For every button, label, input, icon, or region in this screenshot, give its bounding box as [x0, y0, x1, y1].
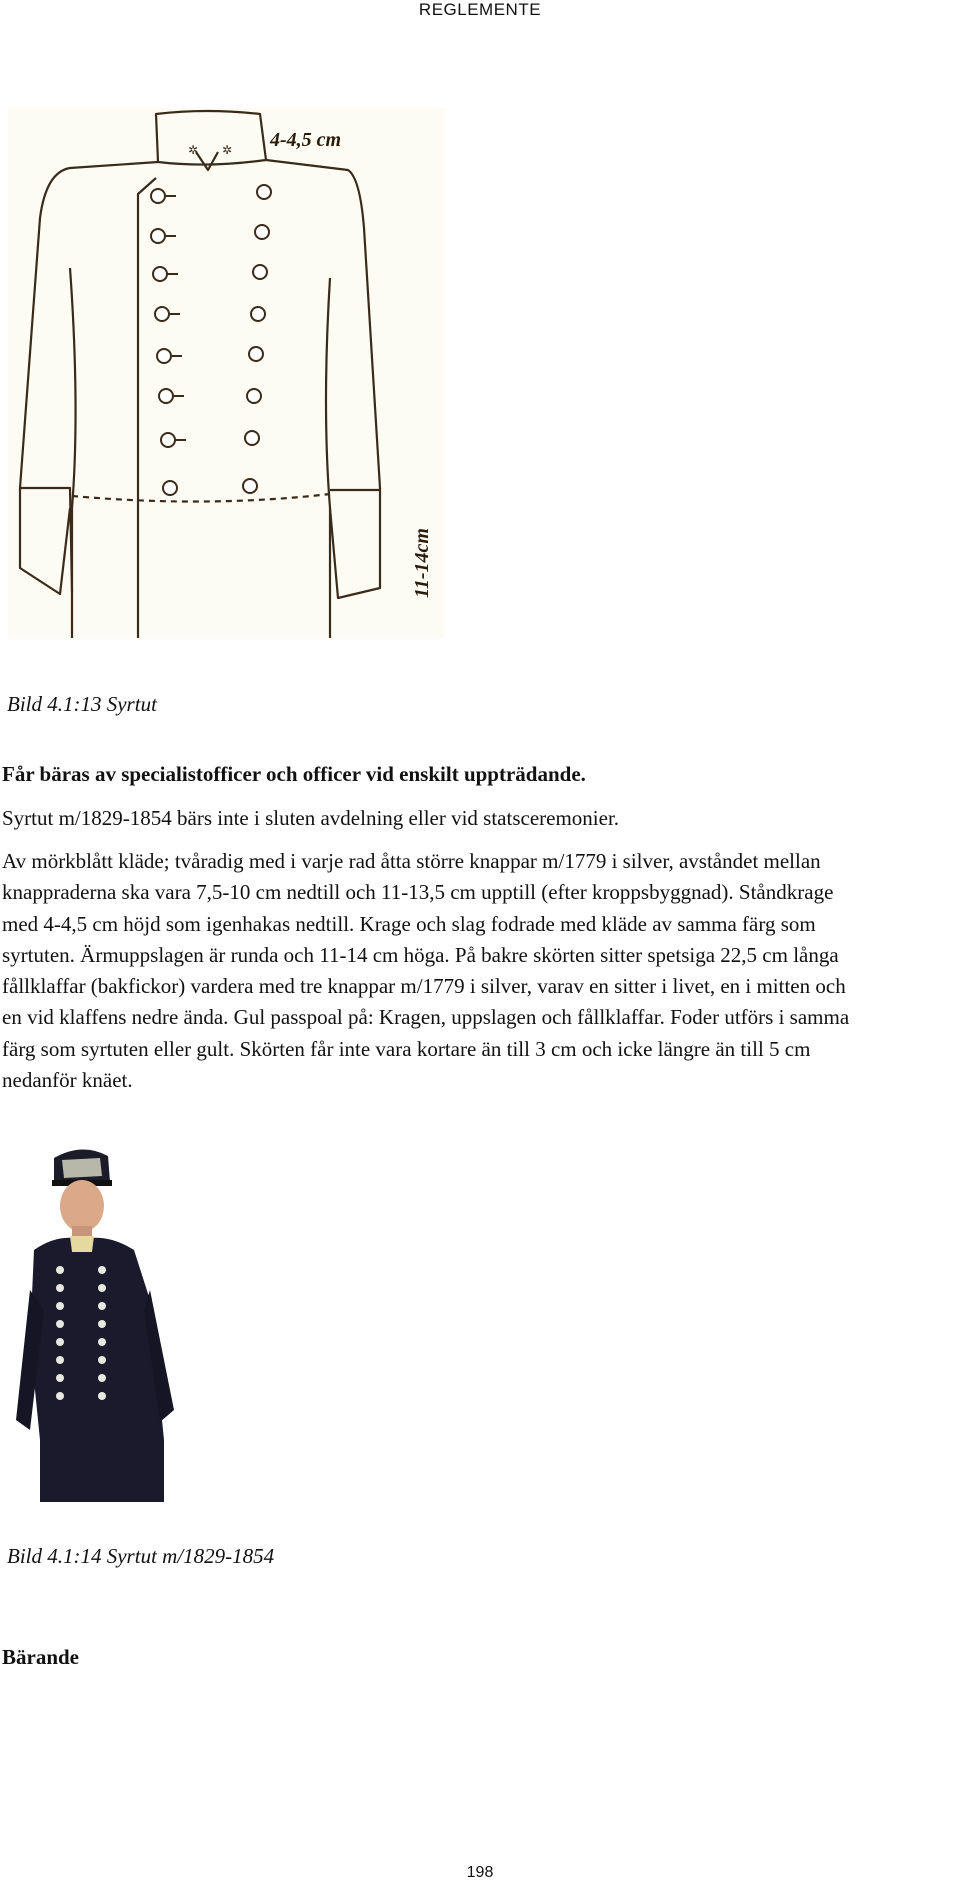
svg-text:✲: ✲ — [222, 143, 233, 157]
page-number: 198 — [466, 1864, 494, 1881]
text-line: fållklaffar (bakfickor) vardera med tre knappar m/1779 i silver, varav en sitter i livet, en i mitten och — [2, 974, 846, 999]
description-paragraph — [2, 846, 958, 1096]
text-line: färg som syrtuten eller gult. Skörten får inte vara kortare än till 3 cm och icke längre än till 5 cm — [2, 1036, 811, 1061]
cuff-height-annotation: 11-14cm — [411, 528, 433, 598]
text-line: en vid klaffens nedre ända. Gul passpoal på: Kragen, uppslagen och fållklaffar. Foder utförs i samma — [2, 1005, 850, 1030]
lead-paragraph: Får bäras av specialistofficer och officer vid enskilt uppträdande. — [2, 762, 586, 786]
text-line: syrtuten. Ärmuppslagen är runda och 11-14 cm höga. På bakre skörten sitter spetsiga 22,5 cm långa — [2, 942, 839, 967]
section-heading: Bärande — [2, 1645, 80, 1669]
text-line: med 4-4,5 cm höjd som igenhakas nedtill. Krage och slag fodrade med kläde av samma färg som — [2, 911, 816, 936]
svg-text:✲: ✲ — [188, 143, 199, 157]
uniform-photo — [4, 1140, 190, 1502]
figure-caption: Bild 4.1:13 Syrtut — [7, 692, 157, 716]
figure-caption: Bild 4.1:14 Syrtut m/1829-1854 — [7, 1544, 275, 1568]
note-paragraph: Syrtut m/1829-1854 bärs inte i sluten avdelning eller vid statsceremonier. — [2, 806, 620, 830]
text-line: knappraderna ska vara 7,5-10 cm nedtill och 11-13,5 cm upptill (efter kroppsbyggnad). Ståndkrage — [2, 880, 834, 905]
collar-height-annotation: 4-4,5 cm — [270, 129, 342, 151]
text-line: nedanför knäet. — [2, 1068, 133, 1093]
coat-drawing — [8, 108, 444, 638]
running-header: REGLEMENTE — [418, 0, 542, 19]
text-line: Av mörkblått kläde; tvåradig med i varje rad åtta större knappar m/1779 i silver, avståndet mellan — [2, 849, 821, 873]
